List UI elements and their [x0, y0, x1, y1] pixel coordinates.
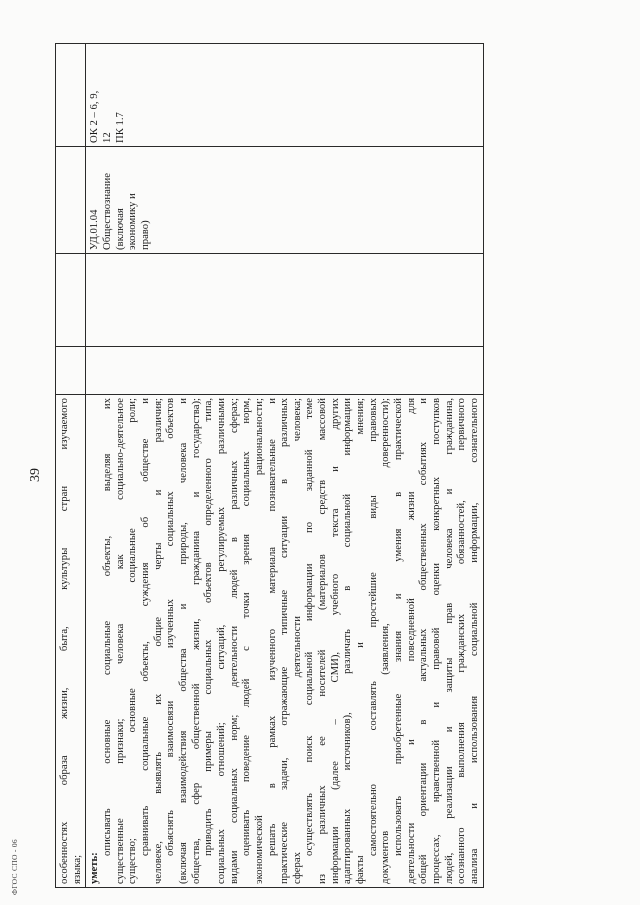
skill-line: общей ориентации в актуальных общественных событиях и: [417, 398, 430, 884]
text-line: языка;: [70, 854, 83, 884]
discipline-line: экономику и: [126, 193, 139, 250]
skills-heading: уметь:: [88, 852, 101, 884]
skill-line: видами социальных норм; деятельности людей в различных сферах;: [227, 398, 240, 884]
empty-cell: [86, 347, 483, 395]
competency-codes: [88, 47, 126, 143]
page-number: 39: [28, 468, 43, 482]
discipline-line: право): [138, 220, 151, 250]
skill-line: документов (заявления, доверенности);: [379, 398, 392, 884]
discipline-cell: [86, 147, 483, 254]
skill-line: приводить примеры социальных объектов определенного типа,: [202, 398, 215, 856]
skill-line: из различных ее носителей (материалов средств массовой: [316, 398, 329, 884]
competency-line: 12: [100, 132, 113, 143]
skill-line: практические задачи, отражающие типичные ситуации в различных: [278, 398, 291, 884]
knowledge-cell: [56, 395, 86, 888]
empty-cell: [56, 347, 86, 395]
rotated-content: [0, 35, 640, 905]
skill-line: деятельности и повседневной жизни для: [404, 398, 417, 884]
competency-line: ПК 1.7: [113, 112, 126, 143]
skill-line: адаптированных источников), различать в социальной информации: [341, 398, 354, 884]
skill-line: факты и мнения;: [354, 398, 367, 884]
discipline-line: Обществознание: [100, 173, 113, 250]
discipline-line: (включая: [113, 208, 126, 250]
table-row: [86, 44, 483, 888]
competency-line: ОК 2 – 6, 9,: [88, 90, 101, 143]
skill-line: описывать основные социальные объекты, выделяя их: [100, 398, 113, 856]
discipline-line: УД.01.04: [88, 209, 101, 250]
empty-cell: [56, 147, 86, 254]
skill-line: людей, реализации и защиты прав человека и гражданина,: [442, 398, 455, 884]
skills-cell: [86, 395, 483, 888]
empty-cell: [56, 254, 86, 347]
skill-line: (включая взаимодействия общества и природы, человека и: [176, 398, 189, 884]
skill-line: человеке, выявлять их общие черты и различия;: [151, 398, 164, 884]
skill-line: оценивать поведение людей с точки зрения социальных норм,: [240, 398, 253, 856]
curriculum-table: [55, 43, 484, 888]
footer-standard: ФГОС СПО - 06: [10, 839, 19, 895]
skill-line: использовать приобретенные знания и умения в практической: [392, 398, 405, 856]
skill-line: осознанного выполнения гражданских обязанностей, первичного: [455, 398, 468, 884]
skills-list: [101, 398, 481, 884]
skill-line: существенные признаки; человека как социально-деятельное: [113, 398, 126, 884]
skill-line: процессах, нравственной и правовой оценки конкретных поступков: [430, 398, 443, 884]
skill-line: самостоятельно составлять простейшие виды правовых: [366, 398, 379, 856]
skill-line: общества, сфер общественной жизни, гражданина и государства);: [189, 398, 202, 884]
text-line: особенностях образа жизни, быта, культуры стран изучаемого: [58, 398, 70, 884]
table-row: [56, 44, 86, 888]
empty-cell: [56, 44, 86, 147]
skill-line: сферах деятельности человека;: [290, 398, 303, 884]
skill-line: сравнивать социальные объекты, суждения об обществе и: [138, 398, 151, 856]
skill-line: социальных отношений; ситуаций, регулируемых различными: [214, 398, 227, 884]
skill-line: осуществлять поиск социальной информации по заданной теме: [303, 398, 316, 856]
skill-line: существо; основные социальные роли;: [126, 398, 139, 884]
skill-line: информации (далее – СМИ), учебного текста и других: [328, 398, 341, 884]
skill-line: анализа и использования социальной информации, сознательного: [468, 398, 480, 884]
competencies-cell: [86, 44, 483, 147]
discipline-name: [88, 150, 151, 250]
skill-line: решать в рамках изученного материала познавательные и: [265, 398, 278, 856]
empty-cell: [86, 254, 483, 347]
skill-line: экономической рациональности;: [252, 398, 265, 884]
skill-line: объяснять взаимосвязи изученных социальных объектов: [164, 398, 177, 856]
